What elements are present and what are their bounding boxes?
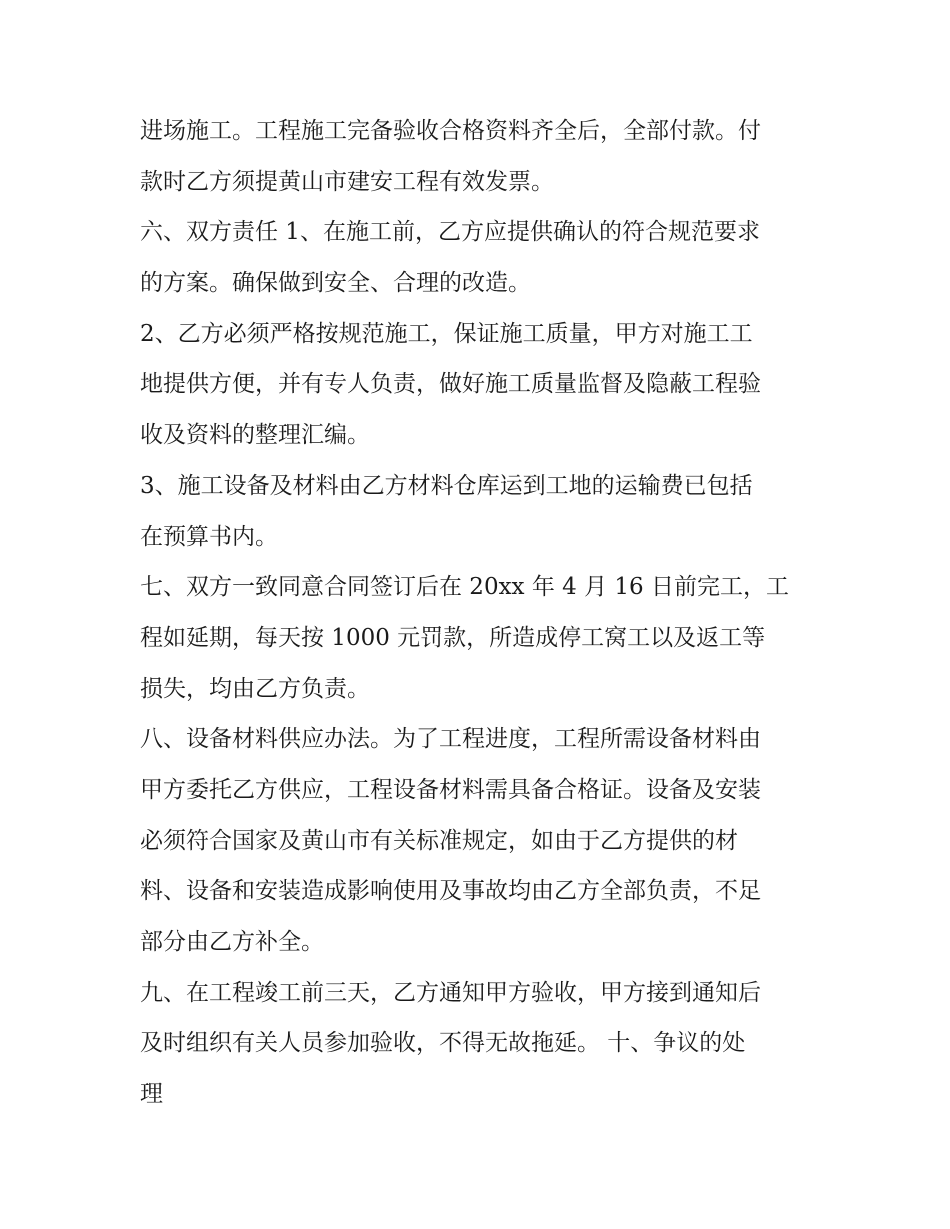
text-line: 理 (140, 1081, 163, 1108)
text-line: 的方案。确保做到安全、合理的改造。 (140, 270, 531, 297)
text-line: 甲方委托乙方供应，工程设备材料需具备合格证。设备及安装 (140, 776, 761, 803)
text-line: 料、设备和安装造成影响使用及事故均由乙方全部负责，不足 (140, 878, 761, 905)
text-line: 及时组织有关人员参加验收，不得无故拖延。 十、争议的处 (140, 1030, 746, 1057)
text-line: 进场施工。工程施工完备验收合格资料齐全后，全部付款。付 (140, 118, 761, 144)
text-line: 七、双方一致同意合同签订后在 20xx 年 4 月 16 日前完工，工 (140, 574, 789, 601)
text-line: 部分由乙方补全。 (140, 929, 324, 955)
text-line: 九、在工程竣工前三天，乙方通知甲方验收，甲方接到通知后 (140, 979, 761, 1006)
text-line: 必须符合国家及黄山市有关标准规定，如由于乙方提供的材 (140, 827, 738, 854)
text-line: 款时乙方须提黄山市建安工程有效发票。 (140, 168, 554, 195)
text-line: 八、设备材料供应办法。为了工程进度，工程所需设备材料由 (140, 726, 761, 753)
text-line: 程如延期，每天按 1000 元罚款，所造成停工窝工以及返工等 (140, 624, 766, 651)
document-body (140, 106, 820, 1120)
text-line: 六、双方责任 1、在施工前，乙方应提供确认的符合规范要求 (140, 219, 760, 246)
text-line: 地提供方便，并有专人负责，做好施工质量监督及隐蔽工程验 (140, 371, 761, 398)
text-line: 2、乙方必须严格按规范施工，保证施工质量，甲方对施工工 (140, 320, 753, 347)
text-line: 收及资料的整理汇编。 (140, 422, 370, 449)
text-line: 3、施工设备及材料由乙方材料仓库运到工地的运输费已包括 (140, 472, 753, 499)
text-line: 损失，均由乙方负责。 (140, 675, 370, 702)
text-line: 在预算书内。 (140, 523, 278, 550)
